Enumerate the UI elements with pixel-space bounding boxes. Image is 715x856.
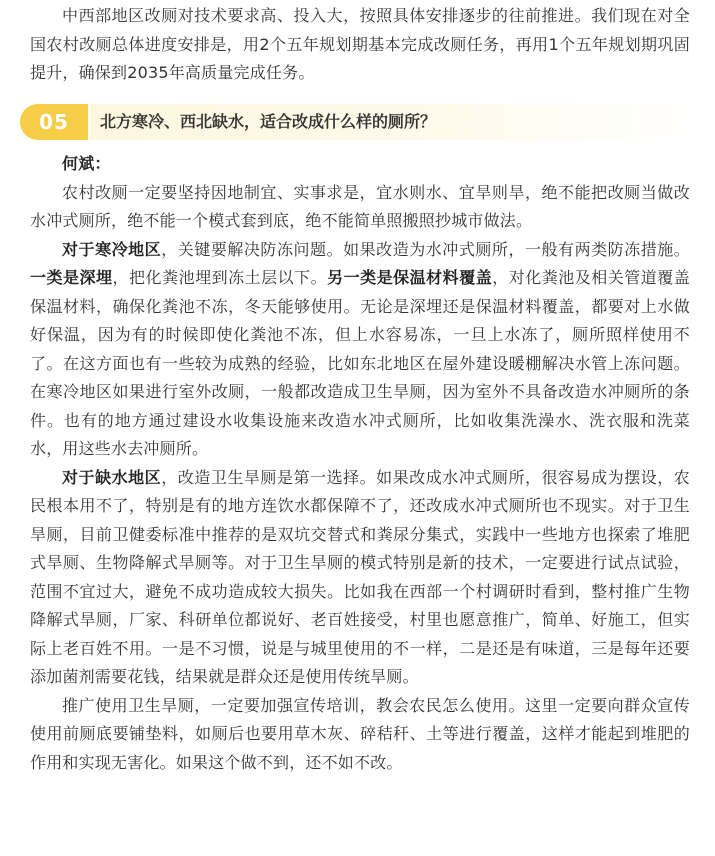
- cold-method-2: 另一类是保温材料覆盖: [327, 268, 493, 287]
- dry-region-lead: 对于缺水地区: [62, 467, 162, 487]
- section-title: 北方寒冷、西北缺水，适合改成什么样的厕所？: [100, 112, 437, 131]
- cold-text-2: ，把化粪池埋到冻土层以下。: [112, 268, 328, 287]
- paragraph-cold-region: [30, 236, 690, 464]
- section-header: [20, 104, 698, 140]
- cold-text-3: ，对化粪池及相关管道覆盖保温材料，确保化粪池不冻，冬天能够使用。无论是深埋还是保温材料覆盖，都要对上水做好保温，因为有的时候即使化粪池不冻，但上水容易冻，一旦上水冻了，厕所照样使用不了。在这方面也有一些较为成熟的经验，比如东北地区在屋外建设暖棚解决水管上冻问题。在寒冷地区如果进行室外改厕，一般都改造成卫生旱厕，因为室外不具备改造水冲厕所的条件。也有的地方通过建设水收集设施来改造水冲式厕所，比如收集洗澡水、洗衣服和洗菜水，用这些水去冲厕所。: [30, 268, 690, 458]
- paragraph-principle: 农村改厕一定要坚持因地制宜、实事求是，宜水则水、宜旱则旱，绝不能把改厕当做改水冲式厕所，绝不能一个模式套到底，绝不能简单照搬照抄城市做法。: [30, 182, 690, 230]
- dry-text-1: ，改造卫生旱厕是第一选择。如果改成水冲式厕所，很容易成为摆设，农民根本用不了，特别是有的地方连饮水都保障不了，还改成水冲式厕所也不现实。对于卫生旱厕，目前卫健委标准中推荐的是双坑交替式和粪尿分集式，实践中一些地方也探索了堆肥式旱厕、生物降解式旱厕等。对于卫生旱厕的模式特别是新的技术，一定要进行试点试验，范围不宜过大，避免不成功造成较大损失。比如我在西部一个村调研时看到，整村推广生物降解式旱厕，厂家、科研单位都说好、老百姓接受，村里也愿意推广，简单、好施工，但实际上老百姓不用。一是不习惯，说是与城里使用的不一样，二是还是有味道，三是每年还要添加菌剂需要花钱，结果就是群众还是使用传统旱厕。: [30, 467, 691, 686]
- cold-text-1: ，关键要解决防冻问题。如果改造为水冲式厕所，一般有两类防冻措施。: [161, 239, 691, 259]
- cold-method-1: 一类是深埋: [30, 268, 113, 287]
- intro-block: [30, 2, 690, 88]
- intro-paragraph: 中西部地区改厕对技术要求高、投入大，按照具体安排逐步的往前推进。我们现在对全国农村改厕总体进度安排是，用2个五年规划期基本完成改厕任务，再用1个五年规划期巩固提升，确保到2035年高质量完成任务。: [30, 6, 690, 82]
- paragraph-dry-region: [30, 464, 690, 692]
- cold-region-lead: 对于寒冷地区: [62, 239, 162, 259]
- section-number-badge: 05: [20, 104, 88, 140]
- speaker-label: 何斌：: [62, 154, 111, 173]
- paragraph-promotion: 推广使用卫生旱厕，一定要加强宣传培训，教会农民怎么使用。这里一定要向群众宣传使用前厕底要铺垫料，如厕后也要用草木灰、碎秸秆、土等进行覆盖，这样才能起到堆肥的作用和实现无害化。如果这个做不到，还不如不改。: [30, 695, 690, 772]
- article-body: [30, 150, 690, 777]
- section-badge-separator: [88, 104, 90, 140]
